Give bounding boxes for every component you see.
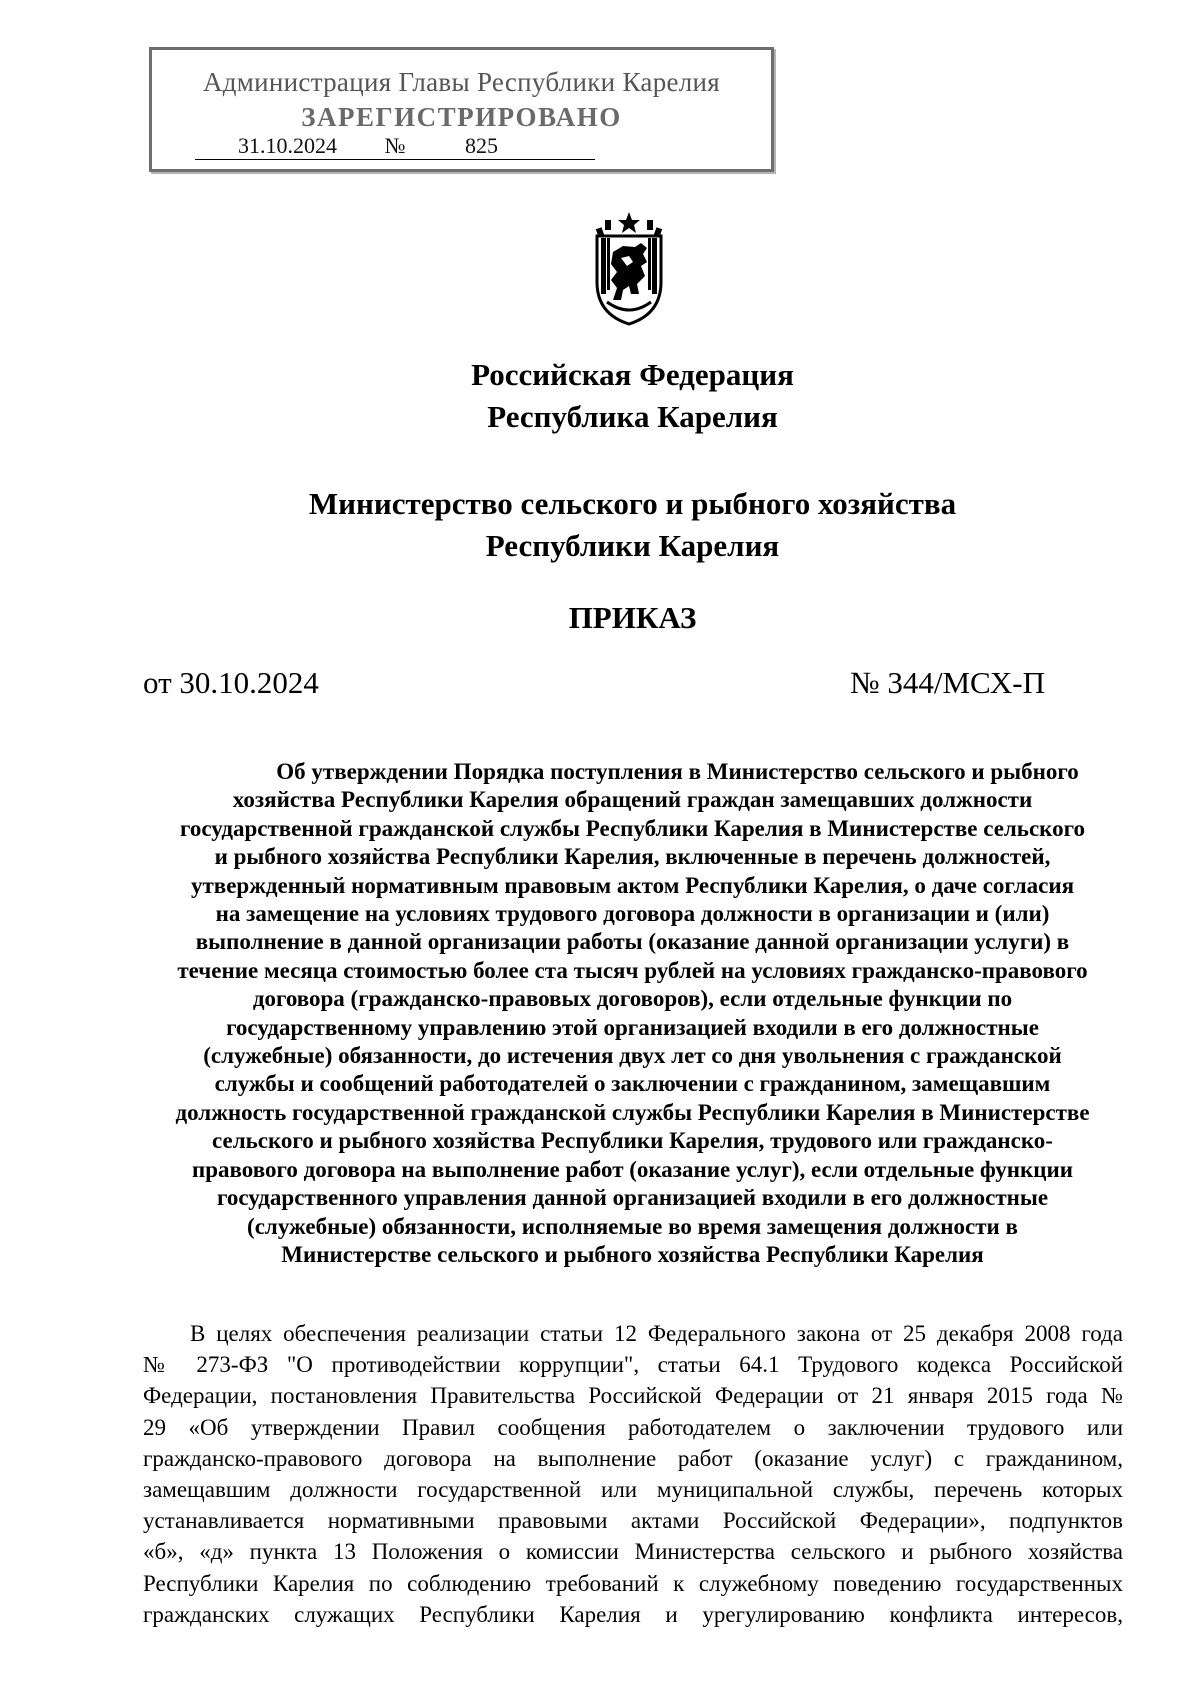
subject-line: (служебные) обязанности, исполняемые во время замещения должности в [247,1213,1018,1239]
subject-line: выполнение в данной организации работы (оказание данной организации услуги) в [195,929,1070,955]
subject-line: службы и сообщений работодателей о заключении с гражданином, замещавшим [214,1071,1051,1097]
body-line: гражданских служащих Республики Карелия и урегулированию конфликта интересов, [143,1601,1123,1627]
stamp-date: 31.10.2024 [195,133,380,160]
order-date: от 30.10.2024 [143,665,319,700]
subject-line: Министерстве сельского и рыбного хозяйства Республики Карелия [281,1241,984,1267]
subject-line: государственного управления данной организацией входили в его должностные [216,1185,1049,1211]
subject-line: сельского и рыбного хозяйства Республики Карелия, трудового или гражданско- [212,1128,1053,1154]
subject-line: Об утверждении Порядка поступления в Министерство сельского и рыбного [276,759,1079,784]
body-line: «б», «д» пункта 13 Положения о комиссии Министерства сельского и рыбного хозяйства [143,1539,1123,1565]
subject-line: правового договора на выполнение работ (оказание услуг), если отдельные функции [192,1156,1073,1182]
order-number: № 344/МСХ-П [850,665,1045,700]
document-type: ПРИКАЗ [568,600,697,635]
body-paragraph [143,1318,1123,1630]
subject-line: хозяйства Республики Карелия обращений граждан замещавших должности [232,787,1033,813]
subject-line: договора (гражданско-правовых договоров), если отдельные функции по [252,986,1013,1012]
subject-line: утвержденный нормативным правовым актом Республики Карелия, о даче согласия [190,872,1075,898]
order-subject [140,758,1125,1269]
body-line: № 273-ФЗ "О противодействии коррупции", статьи 64.1 Трудового кодекса Российской [143,1352,1123,1378]
stamp-title: Администрация Главы Республики Карелия [202,67,721,97]
header-country: Российская Федерация [471,357,794,392]
subject-line: государственной гражданской службы Республики Карелия в Министерстве сельского [179,815,1086,841]
body-line: В целях обеспечения реализации статьи 12 Федерального закона от 25 декабря 2008 года [190,1321,1123,1346]
body-line: гражданско-правового договора на выполнение работ (оказание услуг) с гражданином, [143,1445,1123,1471]
stamp-number: 825 [410,133,595,160]
body-line: замещавшим должности государственной или муниципальной службы, перечень которых [143,1477,1123,1503]
stamp-status: ЗАРЕГИСТРИРОВАНО [301,102,622,132]
subject-line: должность государственной гражданской службы Республики Карелия в Министерстве [175,1099,1090,1125]
body-line: устанавливается нормативными правовыми актами Российской Федерации», подпунктов [143,1508,1123,1534]
body-line: Федерации, постановления Правительства Российской Федерации от 21 января 2015 года № [143,1383,1123,1409]
subject-line: на замещение на условиях трудового договора должности в организации и (или) [215,901,1050,927]
header-ministry-line1: Министерство сельского и рыбного хозяйства [308,486,957,521]
header-ministry-line2: Республики Карелия [485,528,780,563]
header-republic: Республика Карелия [487,399,778,434]
registration-stamp [149,47,774,172]
subject-line: государственному управлению этой организацией входили в его должностные [226,1014,1039,1040]
subject-line: (служебные) обязанности, до истечения двух лет со дня увольнения с гражданской [203,1043,1062,1069]
body-line: Республики Карелия по соблюдению требований к служебному поведению государственных [143,1570,1123,1596]
body-line: 29 «Об утверждении Правил сообщения работодателем о заключении трудового или [143,1414,1123,1440]
stamp-number-sign: № [380,133,410,160]
subject-line: течение месяца стоимостью более ста тысяч рублей на условиях гражданско-правового [177,957,1088,983]
subject-line: и рыбного хозяйства Республики Карелия, включенные в перечень должностей, [214,844,1051,870]
karelia-coat-of-arms-icon [583,210,675,328]
